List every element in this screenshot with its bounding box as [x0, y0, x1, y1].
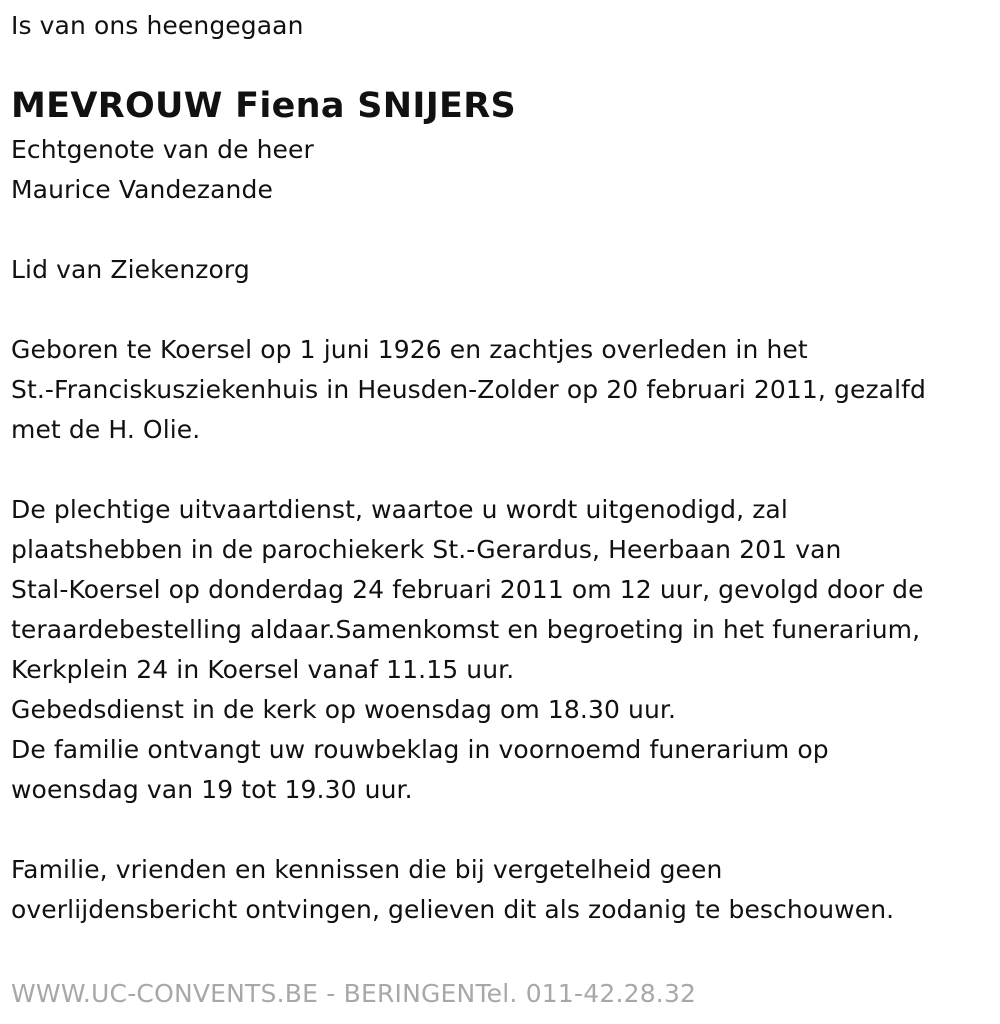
- spouse-section: [11, 130, 991, 210]
- closing-paragraph: [11, 850, 991, 930]
- spacer: [11, 210, 991, 250]
- paragraph-line: De familie ontvangt uw rouwbeklag in voornoemd funerarium op: [11, 735, 829, 764]
- spacer: [11, 810, 991, 850]
- paragraph-line: Familie, vrienden en kennissen die bij vergetelheid geen: [11, 855, 723, 884]
- paragraph-line: woensdag van 19 tot 19.30 uur.: [11, 775, 413, 804]
- paragraph-line: Gebedsdienst in de kerk op woensdag om 18.30 uur.: [11, 695, 677, 724]
- paragraph-line: plaatshebben in de parochiekerk St.-Gerardus, Heerbaan 201 van: [11, 535, 842, 564]
- obituary-notice: [11, 6, 991, 930]
- spouse-line: Maurice Vandezande: [11, 175, 273, 204]
- paragraph-line: teraardebestelling aldaar.Samenkomst en begroeting in het funerarium,: [11, 615, 921, 644]
- paragraph-line: De plechtige uitvaartdienst, waartoe u wordt uitgenodigd, zal: [11, 495, 788, 524]
- deceased-name: MEVROUW Fiena SNIJERS: [11, 86, 517, 126]
- intro-text: Is van ons heengegaan: [11, 11, 304, 40]
- footer-contact: WWW.UC-CONVENTS.BE - BERINGENTel. 011-42.28.32: [11, 979, 697, 1008]
- funeral-service-paragraph: [11, 490, 991, 810]
- spouse-line: Echtgenote van de heer: [11, 135, 314, 164]
- spacer: [11, 290, 991, 330]
- birth-death-paragraph: [11, 330, 991, 450]
- paragraph-line: Geboren te Koersel op 1 juni 1926 en zachtjes overleden in het: [11, 335, 808, 364]
- membership-text: Lid van Ziekenzorg: [11, 255, 250, 284]
- spacer: [11, 450, 991, 490]
- paragraph-line: met de H. Olie.: [11, 415, 201, 444]
- paragraph-line: Kerkplein 24 in Koersel vanaf 11.15 uur.: [11, 655, 515, 684]
- paragraph-line: overlijdensbericht ontvingen, gelieven dit als zodanig te beschouwen.: [11, 895, 895, 924]
- paragraph-line: St.-Franciskusziekenhuis in Heusden-Zolder op 20 februari 2011, gezalfd: [11, 375, 927, 404]
- paragraph-line: Stal-Koersel op donderdag 24 februari 2011 om 12 uur, gevolgd door de: [11, 575, 924, 604]
